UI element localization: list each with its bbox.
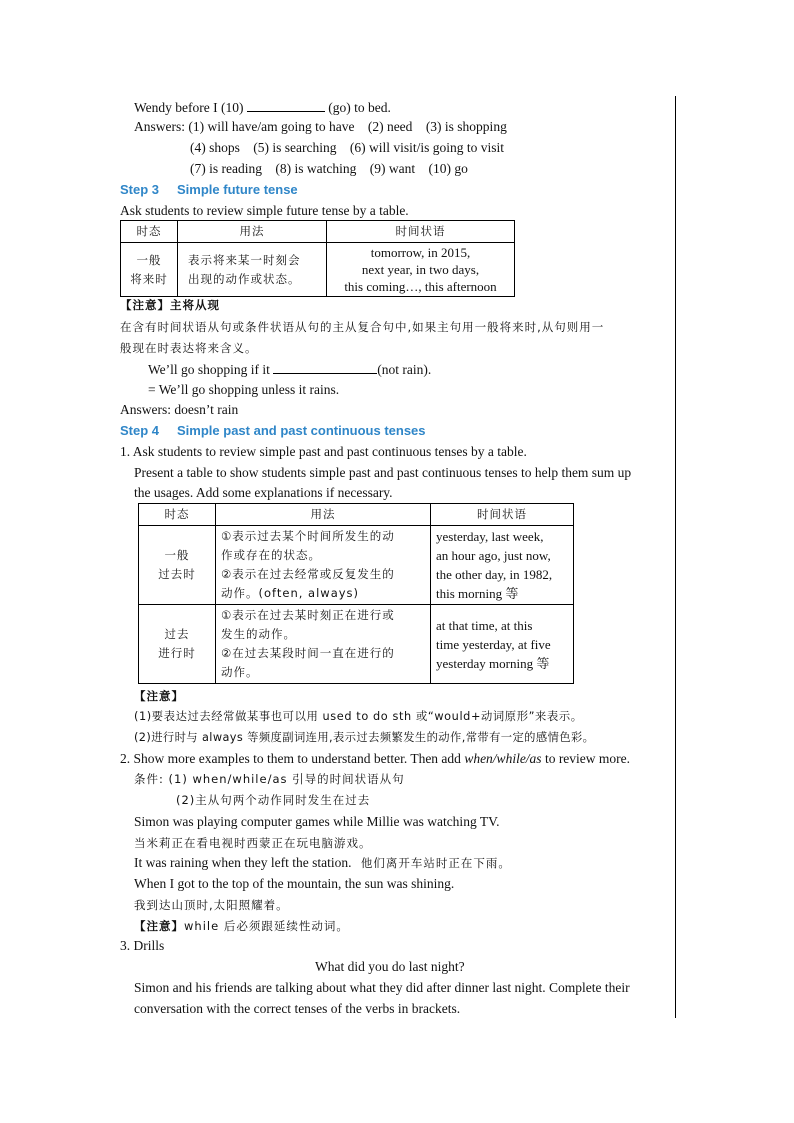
example-cn: 我到达山顶时,太阳照耀着。 — [134, 898, 289, 912]
note-text: (2)进行时与 always 等频度副词连用,表示过去频繁发生的动作,常带有一定的感情色彩。 — [134, 731, 595, 744]
condition-2: (2)主从句两个动作同时发生在过去 — [176, 793, 371, 807]
instruction-1-detail: Present a table to show students simple past and past continuous tenses to help them sum up — [134, 465, 632, 480]
note-heading: 【注意】主将从现 — [120, 298, 220, 312]
adverbial-cell: yesterday, last week, an hour ago, just now, the other day, in 1982, this morning 等 — [431, 526, 574, 605]
table-header: 时态 — [139, 504, 216, 526]
adverbial-cell: at that time, at this time yesterday, at five yesterday morning 等 — [431, 605, 574, 684]
step-3-description: Ask students to review simple future tense by a table. — [120, 203, 409, 218]
tense-cell: 过去 进行时 — [139, 605, 216, 684]
usage-cell: ①表示在过去某时刻正在进行或 发生的动作。 ②在过去某段时间一直在进行的 动作。 — [216, 605, 431, 684]
table-header: 用法 — [216, 504, 431, 526]
note-text: (1)要表达过去经常做某事也可以用 used to do sth 或“would+动词原形”来表示。 — [134, 710, 583, 723]
note-heading: 【注意】 — [134, 689, 184, 703]
table-header: 时态 — [121, 221, 178, 243]
page-border-right — [675, 96, 676, 1018]
example-en: When I got to the top of the mountain, the sun was shining. — [134, 876, 455, 891]
step-4-heading: Step 4 Simple past and past continuous tenses — [120, 423, 426, 438]
example-sentence: We’ll go shopping if it (not rain). — [148, 362, 432, 377]
example-sentence: = We’ll go shopping unless it rains. — [148, 382, 340, 397]
answers-row-2: (4) shops (5) is searching (6) will visit/is going to visit — [190, 140, 504, 155]
note-line: 【注意】while 后必须跟延续性动词。 — [134, 919, 349, 933]
tense-cell: 一般 过去时 — [139, 526, 216, 605]
step-3-heading: Step 3 Simple future tense — [120, 182, 298, 197]
answers-row-1: Answers: (1) will have/am going to have (2) need (3) is shopping — [134, 119, 507, 134]
answer-blank — [247, 98, 325, 112]
exercise-text: (go) to bed. — [328, 100, 391, 115]
instruction-1-detail: the usages. Add some explanations if necessary. — [134, 485, 393, 500]
usage-cell: 表示将来某一时刻会 出现的动作或状态。 — [178, 243, 327, 297]
example-en: Simon was playing computer games while Millie was watching TV. — [134, 814, 500, 829]
instruction-3: 3. Drills — [120, 938, 165, 953]
adverbial-cell: tomorrow, in 2015, next year, in two days, this coming…, this afternoon — [327, 243, 515, 297]
drill-title: What did you do last night? — [315, 959, 465, 974]
tense-cell: 一般 将来时 — [121, 243, 178, 297]
example-line: It was raining when they left the station. 他们离开车站时正在下雨。 — [134, 855, 511, 870]
future-tense-table — [120, 220, 515, 297]
table-header: 用法 — [178, 221, 327, 243]
drill-text: Simon and his friends are talking about what they did after dinner last night. Complete their — [134, 980, 630, 995]
note-text: 在含有时间状语从句或条件状语从句的主从复合句中,如果主句用一般将来时,从句则用一 — [120, 320, 605, 334]
exercise-line-10 — [134, 98, 391, 117]
table-header: 时间状语 — [327, 221, 515, 243]
table-header: 时间状语 — [431, 504, 574, 526]
usage-cell: ①表示过去某个时间所发生的动 作或存在的状态。 ②表示在过去经常或反复发生的 动作。(often, always) — [216, 526, 431, 605]
example-cn: 当米莉正在看电视时西蒙正在玩电脑游戏。 — [134, 836, 372, 850]
instruction-2: 2. Show more examples to them to understand better. Then add when/while/as to review more. — [120, 751, 631, 766]
note-text: 般现在时表达将来含义。 — [120, 341, 258, 355]
past-tense-table — [138, 503, 574, 684]
instruction-1: 1. Ask students to review simple past and past continuous tenses by a table. — [120, 444, 527, 459]
exercise-text: Wendy before I (10) — [134, 100, 244, 115]
drill-text: conversation with the correct tenses of the verbs in brackets. — [134, 1001, 461, 1016]
answers-row-3: (7) is reading (8) is watching (9) want (10) go — [190, 161, 468, 176]
answer-line: Answers: doesn’t rain — [120, 402, 239, 417]
answer-blank — [273, 360, 377, 374]
condition-1: 条件: (1) when/while/as 引导的时间状语从句 — [134, 772, 405, 786]
